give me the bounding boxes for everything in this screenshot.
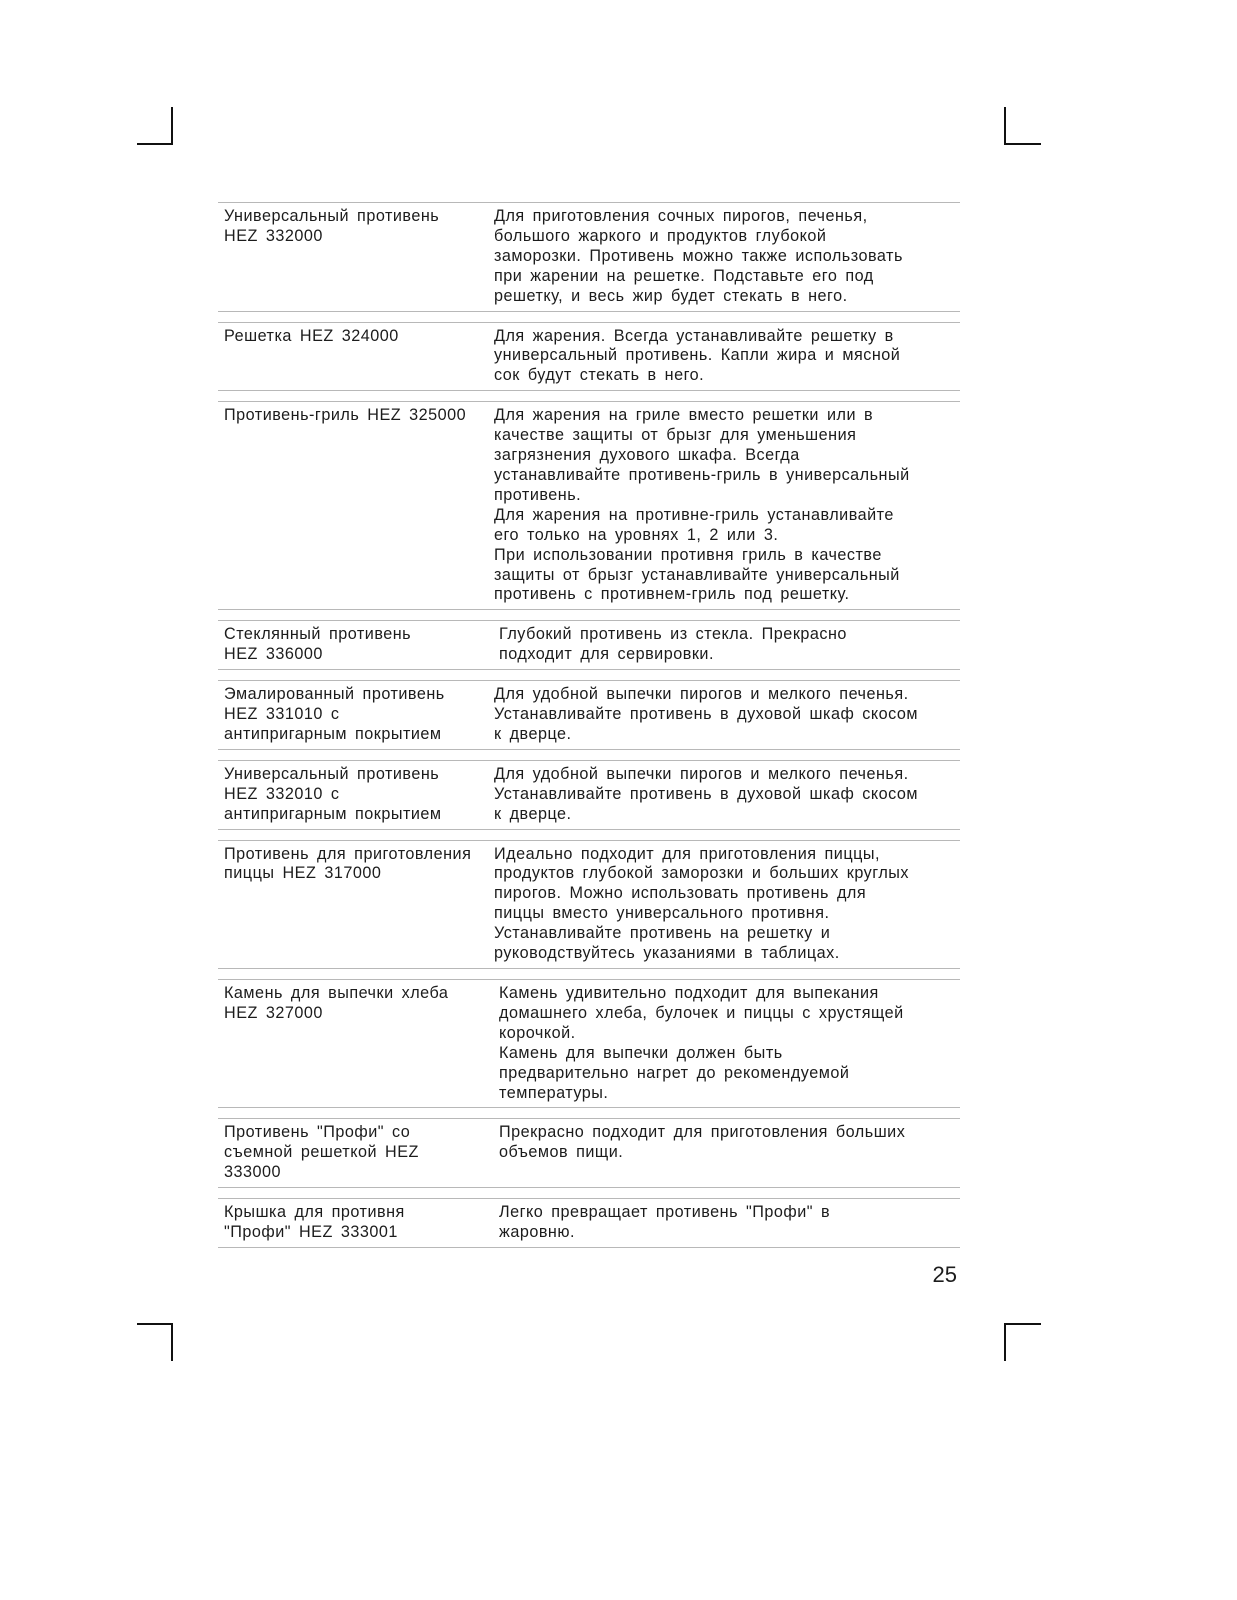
- table-row: [218, 680, 960, 750]
- table-row: [218, 840, 960, 969]
- accessory-name: Противень-гриль HEZ 325000: [224, 406, 467, 425]
- table-row: [218, 322, 960, 392]
- accessory-description: Для приготовления сочных пирогов, печенья, большого жаркого и продуктов глубокой заморозки. Противень можно также использовать при жарении на решетке. Подставьте его под решетку, и весь жир будет стекать в него.: [494, 207, 903, 305]
- crop-mark-bottom-left-v: [171, 1323, 173, 1361]
- accessory-name: Противень "Профи" со съемной решеткой HEZ 333000: [224, 1123, 419, 1182]
- accessory-name: Камень для выпечки хлеба HEZ 327000: [224, 984, 449, 1022]
- page-number: 25: [932, 1262, 957, 1287]
- accessory-description: Для жарения. Всегда устанавливайте решетку в универсальный противень. Капли жира и мясной сок будут стекать в него.: [494, 326, 901, 385]
- accessory-name: Универсальный противень HEZ 332000: [224, 207, 440, 245]
- accessory-name: Эмалированный противень HEZ 331010 с антипригарным покрытием: [224, 685, 445, 743]
- accessory-table: [218, 202, 960, 1248]
- table-row: [218, 979, 960, 1108]
- accessory-description: Для жарения на гриле вместо решетки или в качестве защиты от брызг для уменьшения загрязнения духового шкафа. Всегда устанавливайте противень-гриль в универсальный противень. Для жарения на противне-гриль устанавливайте его только на уровнях 1, 2 или 3. При использовании противня гриль в качестве защиты от брызг устанавливайте универсальный противень с противнем-гриль под решетку.: [494, 406, 910, 604]
- accessory-description: Для удобной выпечки пирогов и мелкого печенья. Устанавливайте противень в духовой шкаф скосом к дверце.: [494, 764, 919, 823]
- accessory-description: Глубокий противень из стекла. Прекрасно подходит для сервировки.: [499, 625, 847, 664]
- accessory-description: Идеально подходит для приготовления пиццы, продуктов глубокой заморозки и больших круглых пирогов. Можно использовать противень для пиццы вместо универсального противня. Устанавливайте противень на решетку и руководствуйтесь указаниями в таблицах.: [494, 844, 909, 963]
- accessory-name: Стеклянный противень HEZ 336000: [224, 625, 412, 664]
- accessory-description: Камень удивительно подходит для выпекания домашнего хлеба, булочек и пиццы с хрустящей корочкой. Камень для выпечки должен быть предварительно нагрет до рекомендуемой температуры.: [499, 984, 904, 1102]
- table-row: [218, 401, 960, 610]
- crop-mark-top-right-v: [1004, 107, 1006, 145]
- table-row: [218, 1198, 960, 1248]
- crop-mark-bottom-right-v: [1004, 1323, 1006, 1361]
- table-row: [218, 760, 960, 830]
- accessory-description: Для удобной выпечки пирогов и мелкого печенья. Устанавливайте противень в духовой шкаф скосом к дверце.: [494, 685, 919, 743]
- accessory-description: Прекрасно подходит для приготовления больших объемов пищи.: [499, 1123, 906, 1162]
- table-row: [218, 202, 960, 312]
- crop-mark-bottom-left-h: [137, 1323, 173, 1325]
- table-row: [218, 620, 960, 670]
- crop-mark-top-left-v: [171, 107, 173, 145]
- accessory-name: Крышка для противня "Профи" HEZ 333001: [224, 1203, 405, 1242]
- crop-mark-top-left-h: [137, 143, 173, 145]
- accessory-name: Противень для приготовления пиццы HEZ 317000: [224, 844, 472, 883]
- crop-mark-bottom-right-h: [1005, 1323, 1041, 1325]
- accessory-description: Легко превращает противень "Профи" в жаровню.: [499, 1203, 831, 1242]
- accessory-name: Универсальный противень HEZ 332010 с антипригарным покрытием: [224, 764, 442, 823]
- crop-mark-top-right-h: [1005, 143, 1041, 145]
- table-row: [218, 1118, 960, 1188]
- accessory-name: Решетка HEZ 324000: [224, 326, 399, 345]
